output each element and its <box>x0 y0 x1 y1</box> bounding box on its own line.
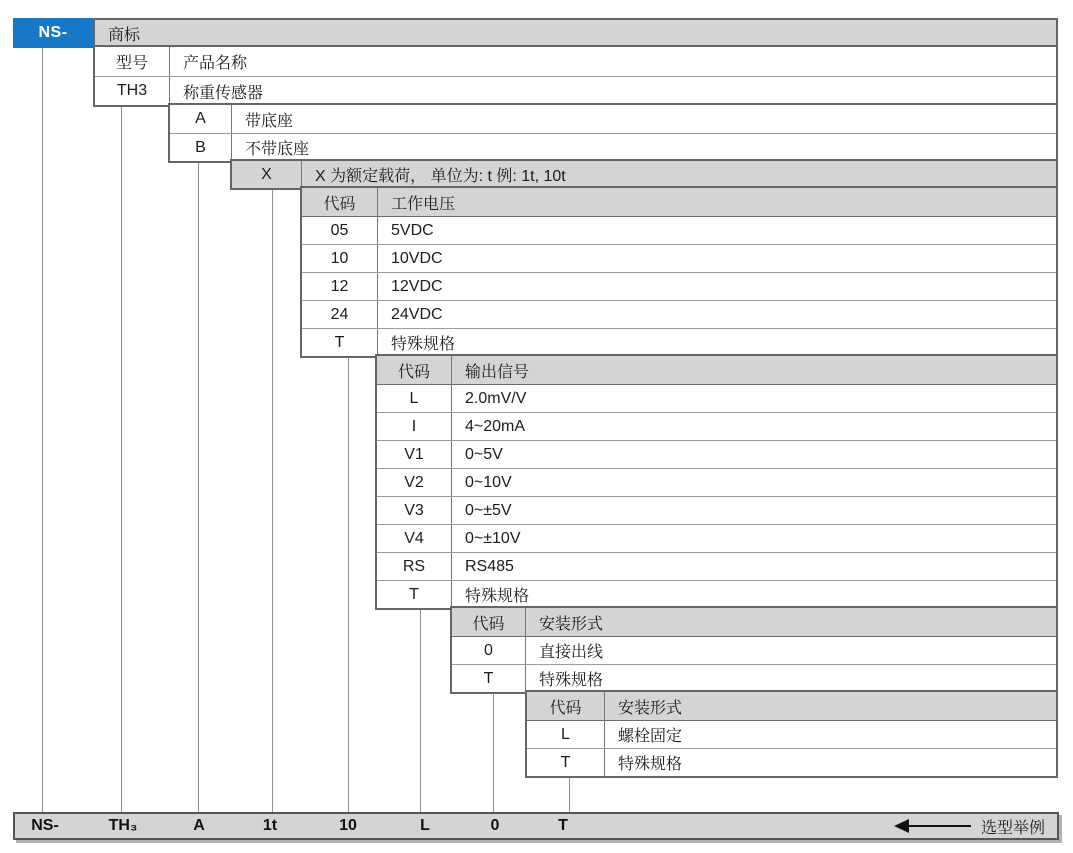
desc-cell: 0~5V <box>465 445 503 463</box>
desc-cell: 0~±10V <box>465 529 521 547</box>
table-row <box>377 468 1056 496</box>
voltage-table <box>300 186 1058 358</box>
table-row <box>302 328 1056 356</box>
code-cell: T <box>302 329 378 356</box>
code-cell: V1 <box>377 441 452 468</box>
table-row <box>452 664 1056 692</box>
desc-cell: 产品名称 <box>183 55 248 72</box>
model-table <box>93 45 1058 107</box>
code-cell: L <box>377 385 452 412</box>
table-row <box>377 552 1056 580</box>
code-cell: 代码 <box>302 188 378 216</box>
desc-cell: 工作电压 <box>391 195 456 213</box>
example-code-output: L <box>420 817 430 834</box>
table-row <box>527 720 1056 748</box>
desc-cell: 特殊规格 <box>618 756 683 773</box>
code-cell: T <box>452 665 526 692</box>
selection-example-pointer <box>894 814 1045 838</box>
desc-cell: RS485 <box>465 557 514 575</box>
desc-cell: 10VDC <box>391 249 443 267</box>
desc-cell: 12VDC <box>391 277 443 295</box>
desc-cell: X 为额定载荷， 单位为: t 例: 1t, 10t <box>315 168 566 185</box>
code-cell: 24 <box>302 301 378 328</box>
code-cell: 代码 <box>452 608 526 636</box>
desc-cell: 安装形式 <box>618 699 683 717</box>
example-code-model: TH₃ <box>108 817 138 834</box>
brand-code-text: NS- <box>38 24 68 41</box>
desc-cell: 称重传感器 <box>183 84 264 102</box>
code-cell: L <box>527 721 605 748</box>
code-cell: T <box>527 749 605 776</box>
code-cell: 05 <box>302 217 378 244</box>
example-code-mount2: T <box>558 817 568 834</box>
code-cell: 型号 <box>95 47 170 76</box>
mounting-table-1 <box>450 606 1058 694</box>
table-row <box>95 76 1056 105</box>
desc-cell: 直接出线 <box>539 644 604 661</box>
mounting-table-2 <box>525 690 1058 778</box>
table-row <box>302 188 1056 216</box>
selection-example-label: 选型举例 <box>980 819 1045 837</box>
desc-cell: 2.0mV/V <box>465 389 527 407</box>
brand-code-box <box>13 18 93 48</box>
code-cell: V3 <box>377 497 452 524</box>
table-row <box>452 608 1056 636</box>
desc-cell: 0~10V <box>465 473 512 491</box>
code-cell: X <box>232 161 302 188</box>
desc-cell: 特殊规格 <box>539 672 604 689</box>
connector-line-model <box>121 103 122 812</box>
table-row <box>232 161 1056 188</box>
example-bar <box>13 812 1059 840</box>
example-code-voltage: 10 <box>339 817 357 834</box>
desc-cell: 安装形式 <box>539 615 604 633</box>
connector-line-base <box>198 159 199 812</box>
table-row <box>377 384 1056 412</box>
desc-cell: 特殊规格 <box>391 336 456 353</box>
connector-line-mount1 <box>493 690 494 812</box>
desc-cell: 5VDC <box>391 221 434 239</box>
desc-cell: 特殊规格 <box>465 588 530 605</box>
table-row <box>377 496 1056 524</box>
table-row <box>527 692 1056 720</box>
code-cell: A <box>170 105 232 133</box>
table-row <box>302 216 1056 244</box>
table-row <box>377 356 1056 384</box>
desc-cell: 4~20mA <box>465 417 526 435</box>
table-row <box>377 440 1056 468</box>
table-row <box>302 272 1056 300</box>
desc-cell: 带底座 <box>245 112 294 130</box>
code-cell: 10 <box>302 245 378 272</box>
example-code-mount1: 0 <box>490 817 500 834</box>
table-row <box>452 636 1056 664</box>
example-code-base: A <box>193 817 205 834</box>
table-row <box>170 105 1056 133</box>
table-row <box>95 47 1056 76</box>
code-cell: V4 <box>377 525 452 552</box>
code-cell: I <box>377 413 452 440</box>
code-cell: B <box>170 134 232 161</box>
connector-line-voltage <box>348 354 349 812</box>
code-cell: RS <box>377 553 452 580</box>
table-row <box>302 300 1056 328</box>
code-cell: T <box>377 581 452 608</box>
table-row <box>377 412 1056 440</box>
table-row <box>170 133 1056 161</box>
output-signal-table <box>375 354 1058 610</box>
connector-line-brand <box>42 48 43 812</box>
desc-cell: 0~±5V <box>465 501 512 519</box>
table-row <box>95 20 1056 47</box>
connector-line-output <box>420 606 421 812</box>
base-table <box>168 103 1058 163</box>
trademark-label: 商标 <box>108 27 141 44</box>
code-cell: TH3 <box>95 77 170 105</box>
code-cell: 12 <box>302 273 378 300</box>
desc-cell: 螺栓固定 <box>618 728 683 745</box>
code-cell: 0 <box>452 637 526 664</box>
code-cell: 代码 <box>377 356 452 384</box>
example-code-brand: NS- <box>31 817 59 834</box>
connector-line-mount2 <box>569 774 570 812</box>
table-row <box>377 524 1056 552</box>
desc-cell: 24VDC <box>391 305 443 323</box>
desc-cell: 不带底座 <box>245 141 310 158</box>
table-row <box>377 580 1056 608</box>
arrow-left-icon <box>894 819 909 833</box>
code-cell: 代码 <box>527 692 605 720</box>
code-cell: V2 <box>377 469 452 496</box>
desc-cell: 输出信号 <box>465 363 530 381</box>
arrow-shaft <box>909 825 971 827</box>
table-row <box>302 244 1056 272</box>
connector-line-load <box>272 186 273 812</box>
table-row <box>527 748 1056 776</box>
example-code-load: 1t <box>262 817 278 834</box>
